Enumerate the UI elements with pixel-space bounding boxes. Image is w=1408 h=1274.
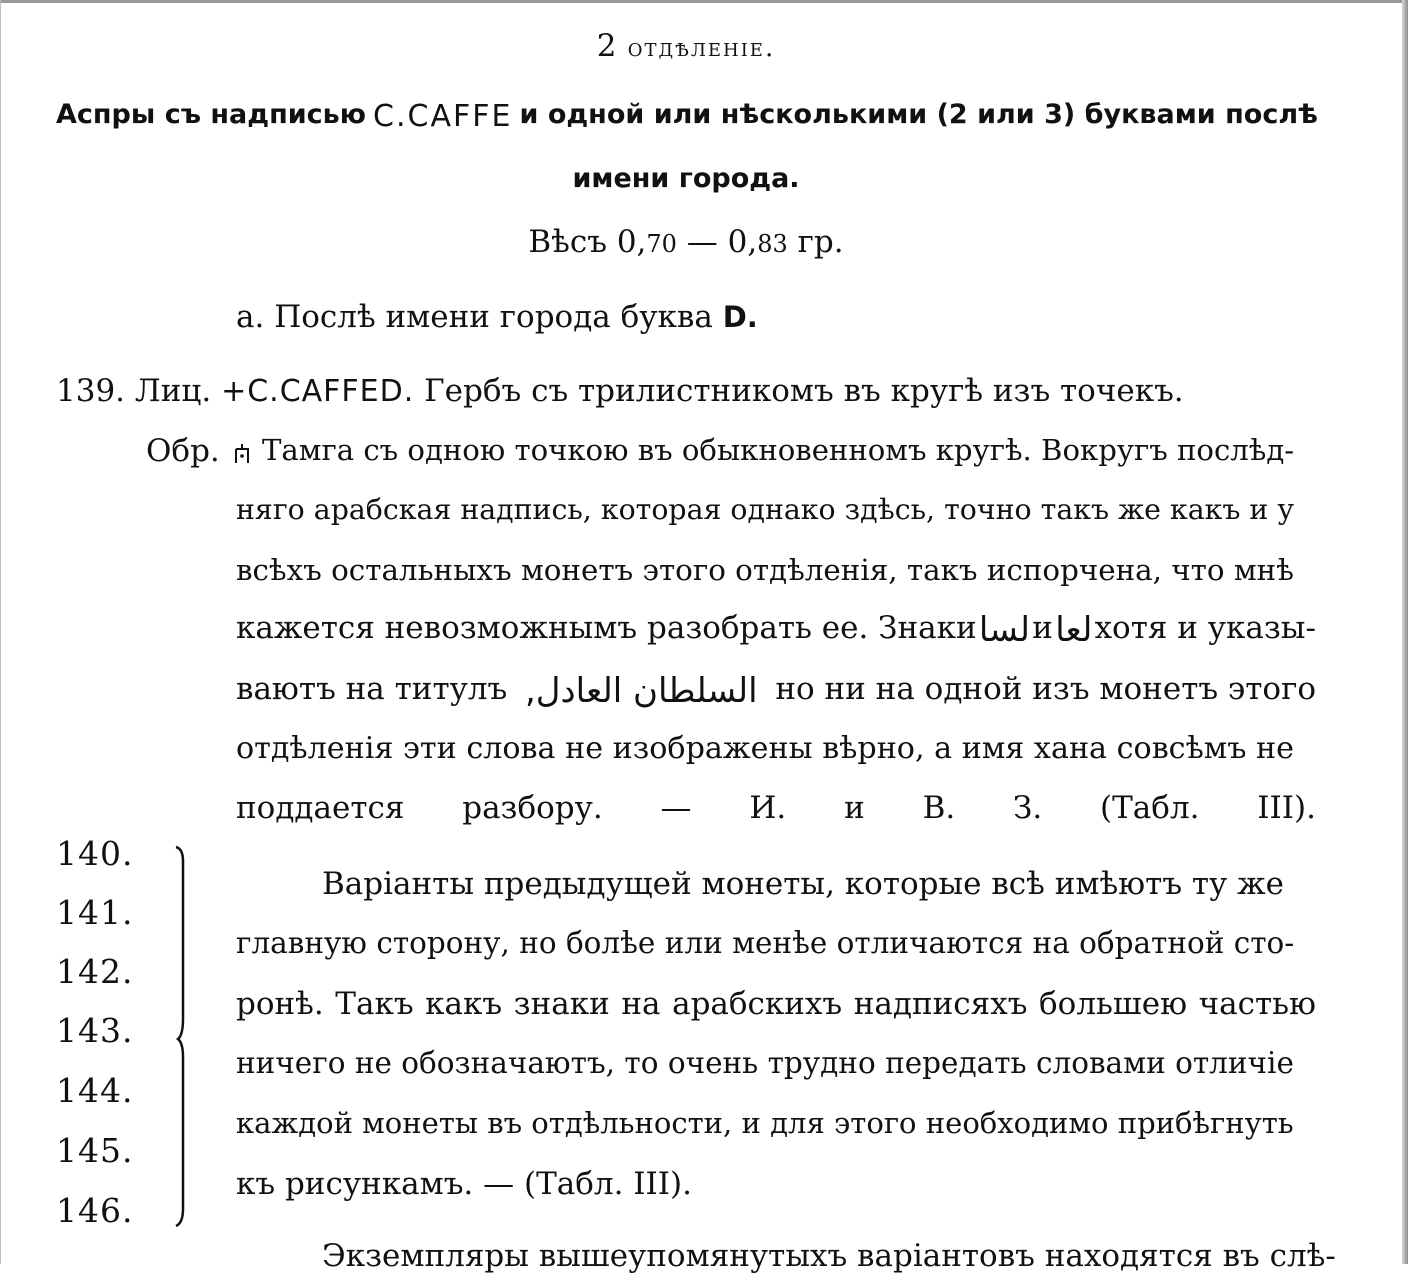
signs-and: и (1032, 610, 1053, 646)
section-word: отдѣленіе. (627, 33, 776, 63)
weight-unit: гр. (787, 224, 844, 260)
variant-number: 141. (56, 893, 134, 932)
subsection-a-letter: D. (722, 300, 758, 334)
obverse-label: Лиц. (134, 373, 212, 409)
reverse-line-7 (236, 790, 1316, 826)
weight-line (0, 224, 1372, 260)
arabic-sign-1: لسا (978, 610, 1030, 650)
variants-line-3-text: ронѣ. Такъ какъ знаки на арабскихъ надписяхъ большею частью (236, 986, 1316, 1022)
variants-line-2-text: главную сторону, но болѣе или менѣе отличаются на обратной сто- (236, 926, 1295, 960)
variants-brace (170, 843, 194, 1229)
weight-max: 83 (757, 230, 788, 258)
reverse-line-4 (236, 610, 1316, 650)
reverse-line-3 (236, 553, 1316, 587)
reverse-line-2 (236, 493, 1316, 526)
variants-line-1-text: Варіанты предыдущей монеты, которые всѣ имѣютъ ту же (322, 866, 1284, 902)
variants-line-6-text: къ рисункамъ. — (Табл. III). (236, 1166, 692, 1202)
variants-line-4-text: ничего не обозначаютъ, то очень трудно передать словами отличіе (236, 1046, 1294, 1080)
reverse-line-5 (236, 671, 1316, 711)
weight-label: Вѣсъ 0, (528, 224, 647, 260)
variant-number: 145. (56, 1131, 134, 1170)
weight-min: 70 (646, 230, 677, 258)
variants-line-5 (236, 1106, 1316, 1140)
heading-latin-legend: C.CAFFE (373, 99, 513, 134)
variants-line-4 (236, 1046, 1316, 1080)
variants-line-5-text: каждой монеты въ отдѣльности, и для этого необходимо прибѣгнуть (236, 1106, 1294, 1140)
title-before: ваютъ на титулъ (236, 671, 508, 707)
reverse-line-1 (262, 433, 1316, 467)
variant-number: 143. (56, 1011, 134, 1050)
entry-139-obverse (56, 373, 1184, 409)
next-paragraph-line (322, 1238, 1336, 1274)
subsection-a (236, 299, 758, 335)
tamga-icon (231, 441, 253, 467)
window-left-border (0, 0, 1, 1264)
reverse-line-3-text: всѣхъ остальныхъ монетъ этого отдѣленія, такъ испорчена, что мнѣ (236, 553, 1294, 587)
reverse-label: Обр. (146, 433, 220, 469)
variant-number: 144. (56, 1071, 134, 1110)
subsection-a-text: а. Послѣ имени города буква (236, 299, 713, 335)
obverse-legend: +C.CAFFED. (221, 374, 415, 409)
variant-number: 146. (56, 1191, 134, 1230)
variant-number: 140. (56, 834, 134, 873)
section-number: 2 (596, 28, 618, 64)
variants-line-3 (236, 986, 1316, 1022)
reverse-line-7-text: поддается разбору. — И. и В. З. (Табл. III). (236, 790, 1316, 826)
heading-part2: и одной или нѣсколькими (2 или 3) буквами послѣ (519, 99, 1318, 130)
arabic-title: السلطان العادل, (524, 671, 758, 711)
title-after: но ни на одной изъ монетъ этого (775, 671, 1316, 707)
window-top-border (0, 0, 1408, 3)
reverse-line-6-text: отдѣленія эти слова не изображены вѣрно, а имя хана совсѣмъ не (236, 731, 1294, 766)
variants-line-2 (236, 926, 1316, 960)
obverse-description: Гербъ съ трилистникомъ въ кругѣ изъ точекъ. (424, 373, 1184, 409)
arabic-sign-2: لعا (1055, 610, 1093, 650)
heading-line-1 (56, 99, 1318, 134)
reverse-line-2-text: няго арабская надпись, которая однако здѣсь, точно такъ же какъ и у (236, 493, 1295, 526)
weight-dash: — 0, (676, 224, 758, 260)
reverse-line-1-text: Тамга съ одною точкою въ обыкновенномъ кругѣ. Вокругъ послѣд- (262, 433, 1295, 467)
signs-before: кажется невозможнымъ разобрать ее. Знаки (236, 610, 977, 646)
section-title (0, 28, 1372, 64)
heading-part1: Аспры съ надписью (56, 99, 366, 130)
entry-number: 139. (56, 373, 126, 409)
signs-after: хотя и указы- (1094, 610, 1316, 646)
variants-line-6 (236, 1166, 692, 1202)
reverse-line-6 (236, 731, 1316, 766)
next-paragraph-text: Экземпляры вышеупомянутыхъ варіантовъ находятся въ слѣ- (322, 1238, 1336, 1274)
heading-line-2: имени города. (572, 163, 800, 194)
variant-number: 142. (56, 952, 134, 991)
window-right-border (1402, 0, 1408, 1264)
variants-line-1 (322, 866, 1316, 902)
